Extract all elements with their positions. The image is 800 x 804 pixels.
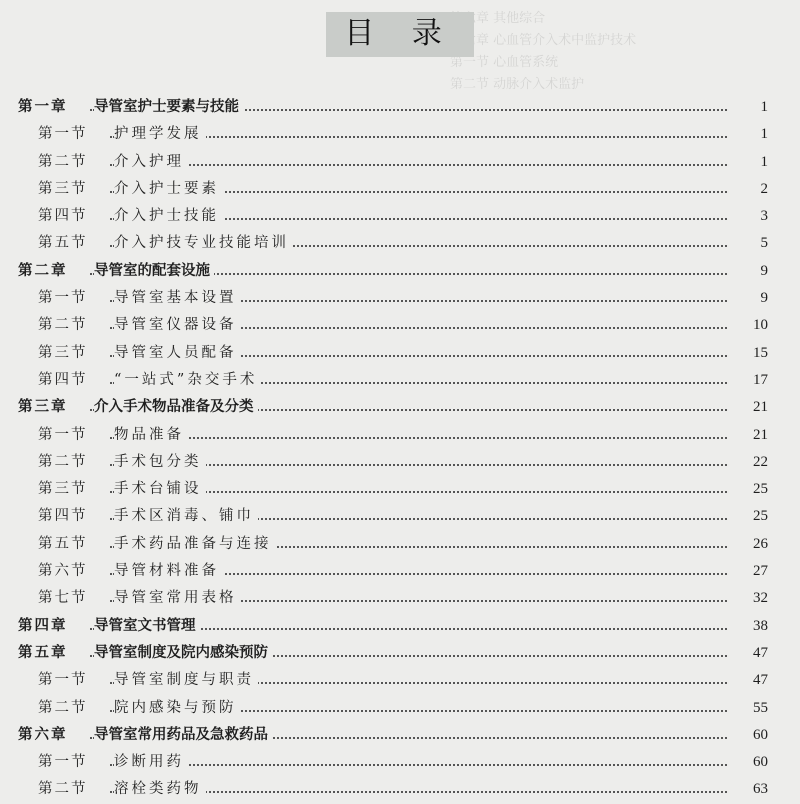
toc-section-row: [0, 476, 800, 503]
entry-number: 第一节: [38, 426, 88, 443]
entry-title: “一站式”杂交手术: [114, 367, 261, 394]
entry-title: 院内感染与预防: [114, 695, 241, 722]
entry-title: 导管材料准备: [114, 558, 223, 585]
toc-chapter-row: [0, 94, 800, 121]
entry-number: 第二节: [38, 317, 88, 334]
dot-leader: [110, 791, 754, 793]
entry-number: 第一节: [38, 126, 88, 143]
entry-title: 诊断用药: [114, 749, 188, 776]
page-number: 63: [728, 776, 768, 803]
page-number: 55: [728, 695, 768, 722]
toc-section-row: [0, 121, 800, 148]
entry-number: 第六章: [18, 726, 68, 743]
entry-number: 第七节: [38, 590, 88, 607]
toc-section-row: [0, 558, 800, 585]
dot-leader: [110, 764, 754, 766]
entry-title: 物品准备: [114, 422, 188, 449]
toc-section-row: [0, 585, 800, 612]
page-number: 25: [728, 503, 768, 530]
page-number: 3: [728, 203, 768, 230]
entry-number: 第二节: [38, 453, 88, 470]
entry-number: 第四节: [38, 371, 88, 388]
page-number: 10: [728, 312, 768, 339]
toc-section-row: [0, 531, 800, 558]
entry-title: 介入护士要素: [114, 176, 223, 203]
page-number: 38: [728, 613, 768, 640]
bleed-line: 第七章 心血管介入术中监护技术: [450, 33, 637, 48]
entry-title: 介入护理: [114, 149, 188, 176]
entry-title: 导管室制度及院内感染预防: [94, 640, 272, 667]
entry-number: 第二节: [38, 153, 88, 170]
page-number: 47: [728, 667, 768, 694]
toc-section-row: [0, 449, 800, 476]
entry-number: 第五节: [38, 235, 88, 252]
dot-leader: [110, 464, 754, 466]
bleed-line: 第二节 动脉介入术监护: [450, 77, 585, 92]
entry-number: 第五节: [38, 535, 88, 552]
entry-title: 护理学发展: [114, 121, 206, 148]
page-number: 32: [728, 585, 768, 612]
entry-title: 导管室常用表格: [114, 585, 241, 612]
page-number: 22: [728, 449, 768, 476]
entry-number: 第三节: [38, 481, 88, 498]
toc-chapter-row: [0, 722, 800, 749]
toc-section-row: [0, 312, 800, 339]
toc-chapter-row: [0, 613, 800, 640]
entry-title: 导管室基本设置: [114, 285, 241, 312]
entry-title: 导管室文书管理: [94, 613, 200, 640]
entry-title: 介入护士技能: [114, 203, 223, 230]
entry-number: 第一节: [38, 290, 88, 307]
toc-section-row: [0, 422, 800, 449]
page-number: 60: [728, 722, 768, 749]
entry-number: 第四章: [18, 617, 68, 634]
entry-title: 导管室人员配备: [114, 340, 241, 367]
page-number: 9: [728, 258, 768, 285]
entry-number: 第五章: [18, 644, 68, 661]
entry-title: 手术包分类: [114, 449, 206, 476]
page-number: 2: [728, 176, 768, 203]
entry-title: 介入护技专业技能培训: [114, 230, 293, 257]
dot-leader: [110, 164, 754, 166]
entry-number: 第二章: [18, 262, 68, 279]
page-title: 目 录: [326, 12, 474, 57]
entry-title: 导管室护士要素与技能: [94, 94, 243, 121]
page-number: 9: [728, 285, 768, 312]
bleed-line: 第一节 心血管系统: [450, 55, 559, 70]
page-number: 21: [728, 422, 768, 449]
entry-number: 第二节: [38, 699, 88, 716]
page-number: 17: [728, 367, 768, 394]
entry-number: 第四节: [38, 508, 88, 525]
page-number: 26: [728, 531, 768, 558]
page-number: 47: [728, 640, 768, 667]
toc-section-row: [0, 367, 800, 394]
toc-section-row: [0, 749, 800, 776]
page-number: 15: [728, 340, 768, 367]
toc-chapter-row: [0, 258, 800, 285]
entry-number: 第四节: [38, 208, 88, 225]
toc-section-row: [0, 340, 800, 367]
entry-number: 第三章: [18, 399, 68, 416]
page-number: 25: [728, 476, 768, 503]
entry-title: 溶栓类药物: [114, 776, 206, 803]
entry-title: 手术药品准备与连接: [114, 531, 276, 558]
toc-section-row: [0, 176, 800, 203]
page-number: 1: [728, 94, 768, 121]
toc-section-row: [0, 203, 800, 230]
entry-number: 第一节: [38, 754, 88, 771]
entry-title: 导管室的配套设施: [94, 258, 214, 285]
entry-title: 导管室制度与职责: [114, 667, 258, 694]
page-number: 21: [728, 394, 768, 421]
table-of-contents: [0, 94, 800, 804]
entry-number: 第一章: [18, 99, 68, 115]
entry-title: 手术区消毒、铺巾: [114, 503, 258, 530]
entry-title: 导管室常用药品及急救药品: [94, 722, 272, 749]
toc-section-row: [0, 667, 800, 694]
page-number: 5: [728, 230, 768, 257]
page-number: 60: [728, 749, 768, 776]
toc-section-row: [0, 149, 800, 176]
dot-leader: [110, 491, 754, 493]
entry-title: 手术台铺设: [114, 476, 206, 503]
dot-leader: [110, 437, 754, 439]
page-number: 1: [728, 121, 768, 148]
entry-number: 第三节: [38, 180, 88, 197]
entry-number: 第二节: [38, 781, 88, 798]
entry-number: 第六节: [38, 563, 88, 580]
toc-chapter-row: [0, 394, 800, 421]
toc-chapter-row: [0, 640, 800, 667]
page-number: 1: [728, 149, 768, 176]
dot-leader: [110, 136, 754, 138]
entry-title: 导管室仪器设备: [114, 312, 241, 339]
entry-number: 第三节: [38, 344, 88, 361]
entry-number: 第一节: [38, 672, 88, 689]
toc-section-row: [0, 285, 800, 312]
toc-section-row: [0, 230, 800, 257]
bleed-line: 第六章 其他综合: [450, 11, 546, 26]
page-number: 27: [728, 558, 768, 585]
toc-section-row: [0, 695, 800, 722]
toc-section-row: [0, 503, 800, 530]
entry-title: 介入手术物品准备及分类: [94, 394, 258, 421]
